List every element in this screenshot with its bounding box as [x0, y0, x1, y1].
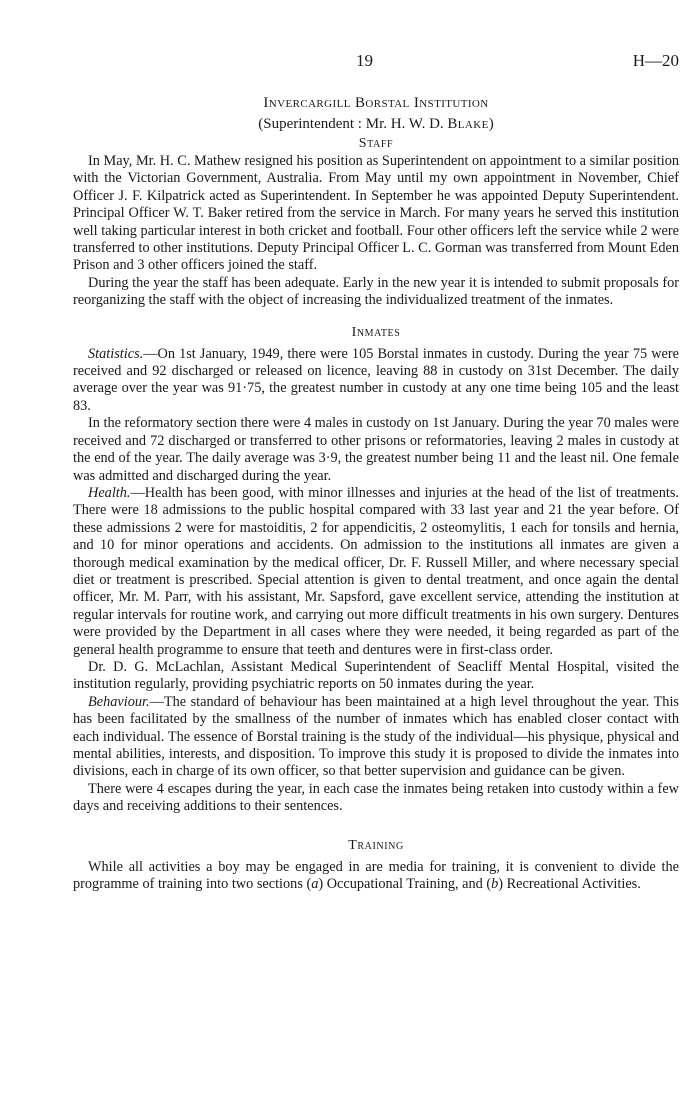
- training-text-2: ) Occupational Training, and (: [318, 876, 492, 893]
- institution-name: Invercargill Borstal Institution: [263, 95, 489, 111]
- institution-header: [73, 40, 679, 153]
- behaviour-label: Behaviour.: [88, 693, 150, 710]
- health-text: —Health has been good, with minor illnesses and injuries at the head of the list of treatments. There were 18 admissions to the public hospital compared with 33 last year and 21 the year before. Of these admissions 2 were for mastoiditis, 2 for appendicitis, 2 osteomylitis, 1 each for tonsils and hernia, and 10 for minor operations and accidents. On admission to the institutions all inmates are given a thorough medical examination by the medical officer, Dr. F. Russell Miller, and where necessary special diet or treatment is prescribed. Special attention is given to dental treatment, and once again the dental officer, Mr. M. Parr, with his assistant, Mr. Sapsford, gave excellent service, attending the institution at regular intervals for routine work, and carrying out more difficult treatments in his own surgery. Dentures were provided by the Department in all cases where they were needed, it being regarded as part of the general health programme to ensure that teeth and dentures were in first-class order.: [73, 484, 679, 658]
- training-marker-a: a: [311, 876, 319, 893]
- health-paragraph: [73, 485, 679, 659]
- escapes-paragraph: There were 4 escapes during the year, in each case the inmates being retaken into custody within a few days and receiving additions to their sentences.: [73, 780, 679, 815]
- training-heading: Training: [348, 837, 404, 853]
- superintendent-surname: Blake: [447, 116, 489, 132]
- statistics-label: Statistics.: [88, 345, 144, 362]
- superintendent-line: [73, 114, 679, 135]
- statistics-text: —On 1st January, 1949, there were 105 Borstal inmates in custody. During the year 75 were received and 92 discharged or released on licence, leaving 88 in custody on 31st December. The daily average over the year was 91·75, the greatest number in custody at any one time being 105 and the least 83.: [73, 345, 679, 414]
- behaviour-text: —The standard of behaviour has been maintained at a high level throughout the year. This has been facilitated by the smallness of the number of inmates which has enabled closer contact with each individual. The essence of Borstal training is the study of the individual—his physique, physical and mental abilities, interests, and disposition. To improve this study it is proposed to divide the inmates into divisions, each in charge of its own officer, so that better supervision and guidance can be given.: [73, 693, 679, 780]
- staff-paragraph-2: During the year the staff has been adequate. Early in the new year it is intended to submit proposals for reorganizing the staff with the object of increasing the individualized treatment of the inmates.: [73, 274, 679, 309]
- superintendent-prefix: (Superintendent : Mr. H. W. D.: [258, 116, 448, 132]
- health-label: Health.: [88, 484, 131, 501]
- superintendent-suffix: ): [488, 116, 494, 132]
- inmates-heading: Inmates: [351, 324, 401, 340]
- staff-section: [73, 153, 679, 310]
- inmates-section: [73, 346, 679, 816]
- training-text-1: While all activities a boy may be engaged in are media for training, it is convenient to divide the programme of training into two sections (: [73, 858, 679, 893]
- training-paragraph: [73, 859, 679, 894]
- staff-paragraph-1: In May, Mr. H. C. Mathew resigned his position as Superintendent on appointment to a similar position with the Victorian Government, Australia. From May until my own appointment in November, Chief Officer J. F. Kilpatrick acted as Superintendent. In September he was appointed Deputy Superintendent. Principal Officer W. T. Baker retired from the service in March. For many years he served this institution well taking particular interest in both cricket and football. Four other officers left the service while 2 were transferred to other institutions. Deputy Principal Officer L. C. Gorman was transferred from Mount Eden Prison and 3 other officers joined the staff.: [73, 153, 680, 274]
- staff-heading: Staff: [358, 136, 394, 151]
- section-code: H—20: [632, 51, 679, 70]
- training-text-3: ) Recreational Activities.: [498, 876, 641, 893]
- running-header: [73, 0, 679, 70]
- page-number: 19: [356, 51, 373, 70]
- statistics-paragraph: [73, 346, 679, 416]
- behaviour-paragraph: [73, 694, 679, 781]
- mclachlan-paragraph: Dr. D. G. McLachlan, Assistant Medical Superintendent of Seacliff Mental Hospital, visited the institution regularly, providing psychiatric reports on 50 inmates during the year.: [73, 658, 679, 693]
- training-marker-b: b: [491, 876, 499, 893]
- training-section: [73, 859, 679, 894]
- reformatory-paragraph: In the reformatory section there were 4 males in custody on 1st January. During the year 70 males were received and 72 discharged or transferred to other prisons or reformatories, leaving 2 males in custody at the end of the year. The daily average was 3·9, the greatest number being 11 and the least nil. One female was admitted and discharged during the year.: [73, 415, 680, 484]
